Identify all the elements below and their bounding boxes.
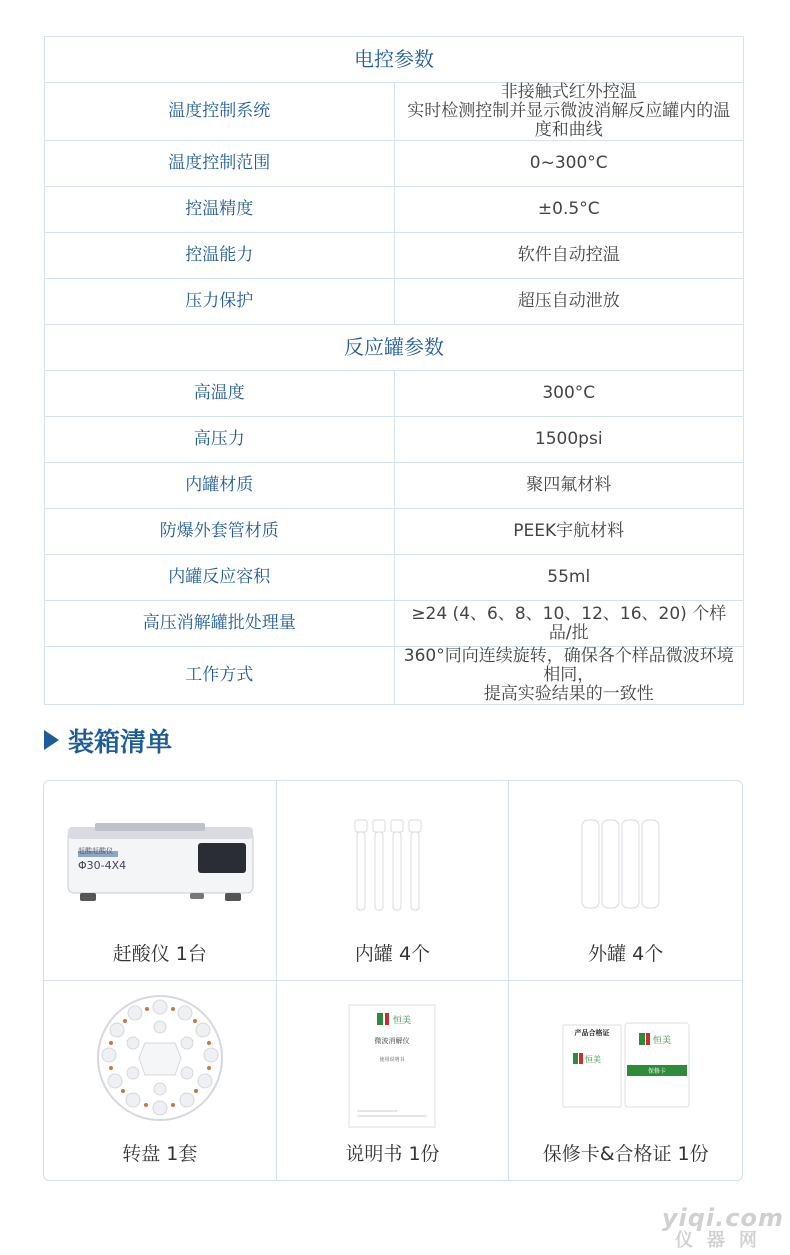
packing-item [44,981,277,1181]
spec-value [394,509,744,555]
spec-value-line: ±0.5°C [537,199,600,219]
packing-list-heading [44,720,172,760]
spec-value [394,371,744,417]
spec-row [45,555,744,601]
spec-value-line: ≥24 (4、6、8、10、12、16、20) 个样品/批 [411,603,727,643]
packing-item-label: 外罐 4个 [588,943,664,965]
spec-row [45,371,744,417]
outer-vessels-image [509,801,742,931]
spec-value [394,601,744,647]
packing-item [277,781,510,981]
spec-row [45,279,744,325]
packing-item-label: 保修卡&合格证 1份 [542,1142,709,1165]
spec-value-line: 软件自动控温 [517,245,620,265]
spec-value-line: 超压自动泄放 [517,291,620,311]
warranty-brand-text: 恒美 [652,1035,671,1046]
manual-brand-text: 恒美 [393,1015,412,1026]
spec-value [394,417,744,463]
spec-key: 高压力 [45,417,395,463]
packing-item [277,981,510,1181]
acid-evaporator-image [44,801,276,931]
warranty-card-image [509,1001,742,1131]
device-brand-text: 赶酸赶酸仪 [77,847,113,855]
spec-value-line: 实时检测控制并显示微波消解反应罐内的温度和曲线 [407,101,731,140]
packing-item-label: 内罐 4个 [354,943,431,965]
spec-row [45,647,744,705]
watermark-line1: yiqi.com [661,1204,784,1232]
spec-row [45,463,744,509]
packing-list-title: 装箱清单 [68,727,173,758]
packing-item-label: 转盘 1套 [122,1142,198,1165]
spec-value [394,141,744,187]
warranty-card-text: 保修卡 [647,1067,666,1075]
spec-key: 高压消解罐批处理量 [45,601,395,647]
spec-value-line: 聚四氟材料 [526,475,612,495]
spec-key: 控温能力 [45,233,395,279]
spec-key: 控温精度 [45,187,395,233]
watermark-line2: 仪器网 [674,1230,771,1251]
manual-title-text: 微波消解仪 [374,1036,410,1045]
spec-row [45,509,744,555]
spec-value [394,647,744,705]
spec-row [45,141,744,187]
spec-value-line: 0~300°C [529,153,608,173]
spec-value-line: 1500psi [534,429,603,449]
spec-value-line: 非接触式红外控温 [500,82,637,102]
spec-row [45,417,744,463]
spec-value-line: 300°C [542,383,596,403]
spec-key: 工作方式 [45,647,395,705]
spec-value [394,279,744,325]
manual-subtitle-text: 使用说明书 [379,1056,405,1063]
packing-grid [43,780,743,1181]
spec-key: 温度控制范围 [45,141,395,187]
section-title: 反应罐参数 [45,325,744,371]
certificate-brand-text: 恒美 [584,1054,601,1064]
spec-key: 内罐反应容积 [45,555,395,601]
spec-value [394,83,744,141]
section-title: 电控参数 [45,37,744,83]
spec-value-line: PEEK宇航材料 [513,521,625,541]
spec-key: 温度控制系统 [45,83,395,141]
spec-row [45,83,744,141]
watermark-logo [662,1205,784,1251]
spec-key: 内罐材质 [45,463,395,509]
spec-value [394,233,744,279]
section-header-row [45,37,744,83]
packing-item-label: 说明书 1份 [345,1142,440,1165]
packing-item [509,981,742,1181]
spec-row [45,601,744,647]
spec-key: 压力保护 [45,279,395,325]
spec-table [44,36,744,705]
manual-image [277,1001,509,1131]
triangle-arrow-icon [44,730,59,750]
spec-key: 防爆外套管材质 [45,509,395,555]
section-header-row [45,325,744,371]
packing-item-label: 赶酸仪 1台 [112,943,207,965]
spec-row [45,187,744,233]
device-model-text: Φ30-4X4 [77,859,126,872]
spec-row [45,233,744,279]
spec-value-line: 55ml [547,567,591,587]
spec-value-line: 提高实验结果的一致性 [483,684,654,704]
inner-vessels-image [277,801,509,931]
turntable-image [44,993,276,1123]
spec-value [394,555,744,601]
spec-value [394,463,744,509]
certificate-title-text: 产品合格证 [574,1028,610,1037]
spec-value-line: 360°同向连续旋转，确保各个样品微波环境相同， [403,646,734,685]
spec-key: 高温度 [45,371,395,417]
spec-value [394,187,744,233]
packing-item [44,781,277,981]
packing-item [509,781,742,981]
